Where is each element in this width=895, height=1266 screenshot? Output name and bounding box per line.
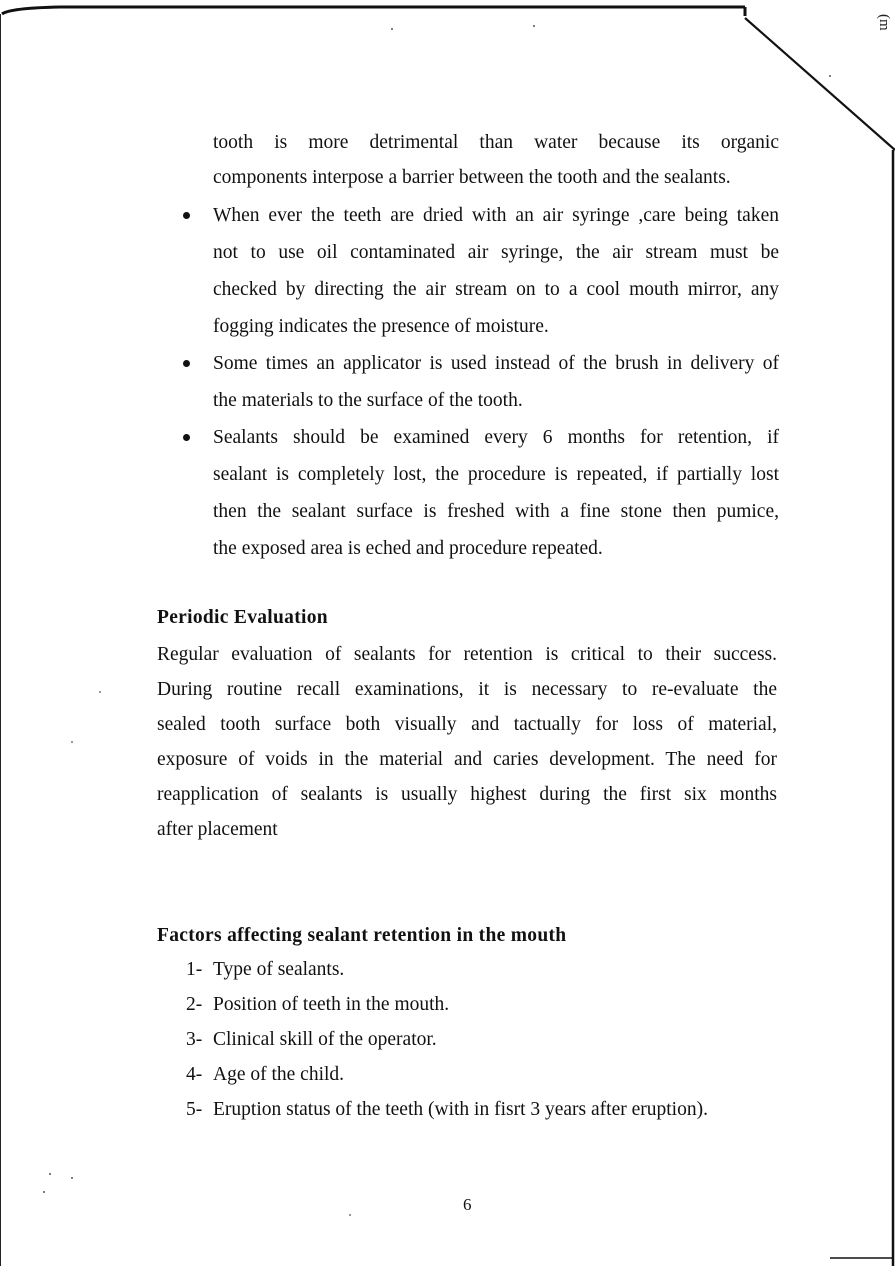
bullet-4-line-3: then the sealant surface is freshed with a fine stone then pumice,	[213, 501, 779, 522]
bullet-2-line-2: not to use oil contaminated air syringe, the air stream must be	[213, 242, 779, 263]
list-item-number: 2-	[186, 994, 203, 1015]
bullet-2-line-3: checked by directing the air stream on to a cool mouth mirror, any	[213, 279, 779, 300]
periodic-line-4: exposure of voids in the material and caries development. The need for	[157, 749, 777, 770]
bullet-1-line-1: tooth is more detrimental than water because its organic	[213, 132, 779, 153]
list-item: Type of sealants.	[213, 959, 345, 980]
periodic-line-6: after placement	[157, 819, 278, 840]
periodic-line-2: During routine recall examinations, it is necessary to re-evaluate the	[157, 679, 777, 700]
periodic-line-5: reapplication of sealants is usually highest during the first six months	[157, 784, 777, 805]
list-item: Clinical skill of the operator.	[213, 1029, 437, 1050]
list-item-number: 4-	[186, 1064, 203, 1085]
page-number: 6	[463, 1195, 472, 1214]
periodic-line-1: Regular evaluation of sealants for retention is critical to their success.	[157, 644, 777, 665]
bullet-4-line-1: Sealants should be examined every 6 months for retention, if	[213, 427, 779, 448]
list-item: Position of teeth in the mouth.	[213, 994, 450, 1015]
corner-text: (m	[876, 14, 892, 31]
bullet-dot	[183, 434, 190, 441]
list-item: Age of the child.	[213, 1064, 345, 1085]
periodic-line-3: sealed tooth surface both visually and tactually for loss of material,	[157, 714, 777, 735]
bullet-4-line-4: the exposed area is eched and procedure repeated.	[213, 538, 603, 559]
list-item-number: 5-	[186, 1099, 203, 1120]
bullet-3-line-1: Some times an applicator is used instead of the brush in delivery of	[213, 353, 779, 374]
bullet-2-line-1: When ever the teeth are dried with an air syringe ,care being taken	[213, 205, 779, 226]
factors-heading: Factors affecting sealant retention in the mouth	[157, 925, 567, 946]
bullet-dot	[183, 360, 190, 367]
list-item-number: 3-	[186, 1029, 203, 1050]
bullet-1-line-2: components interpose a barrier between the tooth and the sealants.	[213, 167, 731, 188]
periodic-evaluation-heading: Periodic Evaluation	[157, 607, 328, 628]
bullet-4-line-2: sealant is completely lost, the procedure is repeated, if partially lost	[213, 464, 779, 485]
bullet-2-line-4: fogging indicates the presence of moisture.	[213, 316, 549, 337]
bullet-3-line-2: the materials to the surface of the tooth.	[213, 390, 523, 411]
list-item: Eruption status of the teeth (with in fisrt 3 years after eruption).	[213, 1099, 708, 1120]
list-item-number: 1-	[186, 959, 203, 980]
bullet-dot	[183, 212, 190, 219]
